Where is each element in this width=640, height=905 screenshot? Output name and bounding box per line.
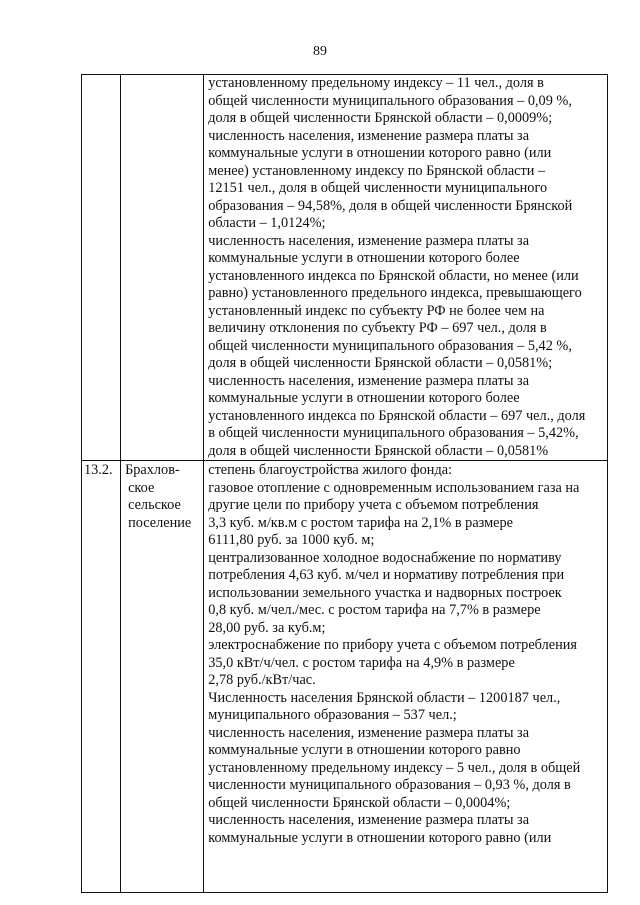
settlement-name-cell	[121, 461, 204, 893]
municipal-data-table	[81, 74, 608, 893]
description-line: численность населения, изменение размера платы за	[208, 372, 530, 389]
description-line: 12151 чел., доля в общей численности муниципального	[208, 180, 548, 196]
description-line: общей численности Брянской области – 0,0004%;	[208, 794, 511, 811]
description-line: доля в общей численности Брянской области – 0,0581%	[208, 442, 549, 459]
description-line: коммунальные услуги в отношении которого равно (или	[208, 145, 552, 161]
description-line: установленного индекса по Брянской области – 697 чел., доля	[208, 407, 586, 424]
description-line: 28,00 руб. за куб.м;	[208, 619, 326, 636]
description-line: 35,0 кВт/ч/чел. с ростом тарифа на 4,9% в размере	[208, 654, 515, 671]
description-line: численность населения, изменение размера платы за	[208, 127, 530, 144]
description-line: численность населения, изменение размера платы за	[208, 724, 530, 741]
settlement-name-line: поселение	[128, 514, 192, 531]
description-line: коммунальные услуги в отношении которого более	[208, 390, 520, 406]
description-line: численность населения, изменение размера платы за	[208, 232, 530, 249]
description-line: установленный индекс по субъекту РФ не более чем на	[208, 302, 545, 319]
description-line: коммунальные услуги в отношении которого более	[208, 250, 520, 266]
description-line: доля в общей численности Брянской области – 0,0581%;	[208, 355, 553, 371]
description-cell	[204, 75, 608, 461]
row-number-cell: 13.2.	[82, 461, 121, 893]
description-line: другие цели по прибору учета с объемом потребления	[208, 497, 539, 513]
description-line: равно) установленного предельного индекса, превышающего	[208, 285, 582, 301]
description-line: установленного индекса по Брянской области, но менее (или	[208, 267, 579, 284]
description-line: электроснабжение по прибору учета с объемом потребления	[208, 637, 577, 653]
description-line: численность населения, изменение размера платы за	[208, 812, 530, 828]
settlement-name-line: ское	[128, 479, 155, 496]
description-cell	[204, 461, 608, 893]
page-number: 89	[313, 44, 327, 59]
description-line: муниципального образования – 537 чел.;	[208, 707, 457, 723]
description-line: величину отклонения по субъекту РФ – 697 чел., доля в	[208, 320, 547, 336]
description-line: 0,8 куб. м/чел./мес. с ростом тарифа на 7,7% в размере	[208, 602, 541, 618]
description-line: образования – 94,58%, доля в общей численности Брянской	[208, 197, 573, 214]
description-line: установленному предельному индексу – 5 чел., доля в общей	[208, 759, 581, 776]
description-line: 3,3 куб. м/кв.м с ростом тарифа на 2,1% в размере	[208, 514, 514, 531]
table-row	[82, 75, 608, 461]
settlement-name-line: Брахлов-	[125, 462, 180, 478]
settlement-name-line: сельское	[128, 497, 181, 513]
description-line: 2,78 руб./кВт/час.	[208, 672, 316, 688]
row-number-cell	[82, 75, 121, 461]
description-line: общей численности муниципального образования – 0,09 %,	[208, 92, 572, 109]
description-line: Численность населения Брянской области – 1200187 чел.,	[208, 689, 561, 706]
description-line: доля в общей численности Брянской области – 0,0009%;	[208, 110, 553, 126]
description-line: газовое отопление с одновременным использованием газа на	[208, 479, 580, 496]
description-line: коммунальные услуги в отношении которого равно (или	[208, 829, 552, 846]
description-line: установленному предельному индексу – 11 чел., доля в	[208, 75, 544, 91]
description-line: менее) установленному индексу по Брянской области –	[208, 162, 546, 179]
description-line: степень благоустройства жилого фонда:	[208, 462, 453, 478]
description-line: численности муниципального образования – 0,93 %, доля в	[208, 777, 571, 793]
description-line: 6111,80 руб. за 1000 куб. м;	[208, 532, 375, 548]
description-line: коммунальные услуги в отношении которого равно	[208, 742, 521, 758]
description-line: области – 1,0124%;	[208, 215, 326, 231]
description-line: общей численности муниципального образования – 5,42 %,	[208, 337, 572, 354]
description-line: использовании земельного участка и надворных построек	[208, 584, 562, 601]
table-row	[82, 461, 608, 893]
settlement-name-cell	[121, 75, 204, 461]
description-line: в общей численности муниципального образования – 5,42%,	[208, 425, 579, 441]
description-line: потребления 4,63 куб. м/чел и нормативу потребления при	[208, 567, 565, 583]
description-line: централизованное холодное водоснабжение по нормативу	[208, 549, 562, 566]
